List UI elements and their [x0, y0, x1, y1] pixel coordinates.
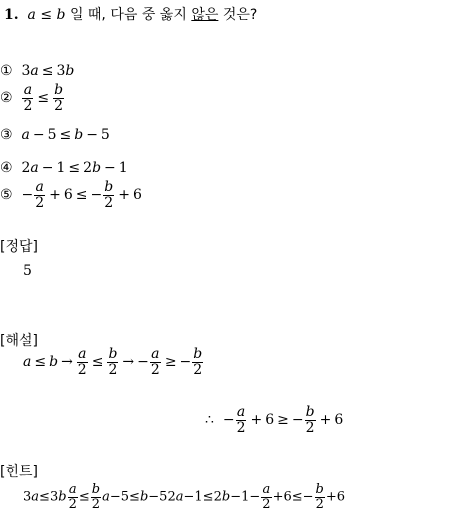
question-condition: a ≤ b — [27, 7, 66, 23]
question-underlined: 않은 — [191, 7, 219, 23]
choice-mark: ⑤ — [0, 187, 13, 204]
choice-4: ④ 2a − 1 ≤ 2b − 1 — [0, 160, 128, 176]
explanation-heading: [해설] — [0, 333, 38, 349]
hint-heading: [힌트] — [0, 464, 38, 480]
choice-mark: ③ — [0, 127, 13, 143]
question-number: 1. — [4, 7, 19, 23]
answer-value: 5 — [23, 263, 32, 279]
explanation-line-2: ∴ − $\frac{a}{2}$ + 6 ≥ − $\frac{b}{2}$ + 6 — [205, 404, 344, 436]
choice-mark: ④ — [0, 160, 13, 176]
question-text: 일 때, 다음 중 옳지 — [69, 7, 187, 23]
choice-mark: ② — [0, 90, 13, 107]
choice-2: ② $\frac{a}{2}$ ≤ $\frac{b}{2}$ — [0, 82, 64, 114]
answer-heading: [정답] — [0, 239, 38, 255]
choice-1: ① 3a ≤ 3b — [0, 63, 75, 79]
choice-3: ③ a − 5 ≤ b − 5 — [0, 127, 110, 143]
choice-5: ⑤ − $\frac{a}{2}$ + 6 ≤ − $\frac{b}{2}$ + 6 — [0, 179, 142, 211]
hint-line: 3a≤3b $\frac{a}{2}$ ≤ $\frac{b}{2}$ a−5≤b−52a−1≤2b−1− $\frac{a}{2}$ +6≤− $\frac{b}{2}$ +6 — [23, 482, 346, 512]
explanation-line-1: a ≤ b → $\frac{a}{2}$ ≤ $\frac{b}{2}$ → − $\frac{a}{2}$ ≥ − $\frac{b}{2}$ — [23, 346, 203, 378]
question — [4, 4, 257, 24]
question-text-end: 것은? — [222, 7, 258, 23]
choice-mark: ① — [0, 63, 13, 79]
